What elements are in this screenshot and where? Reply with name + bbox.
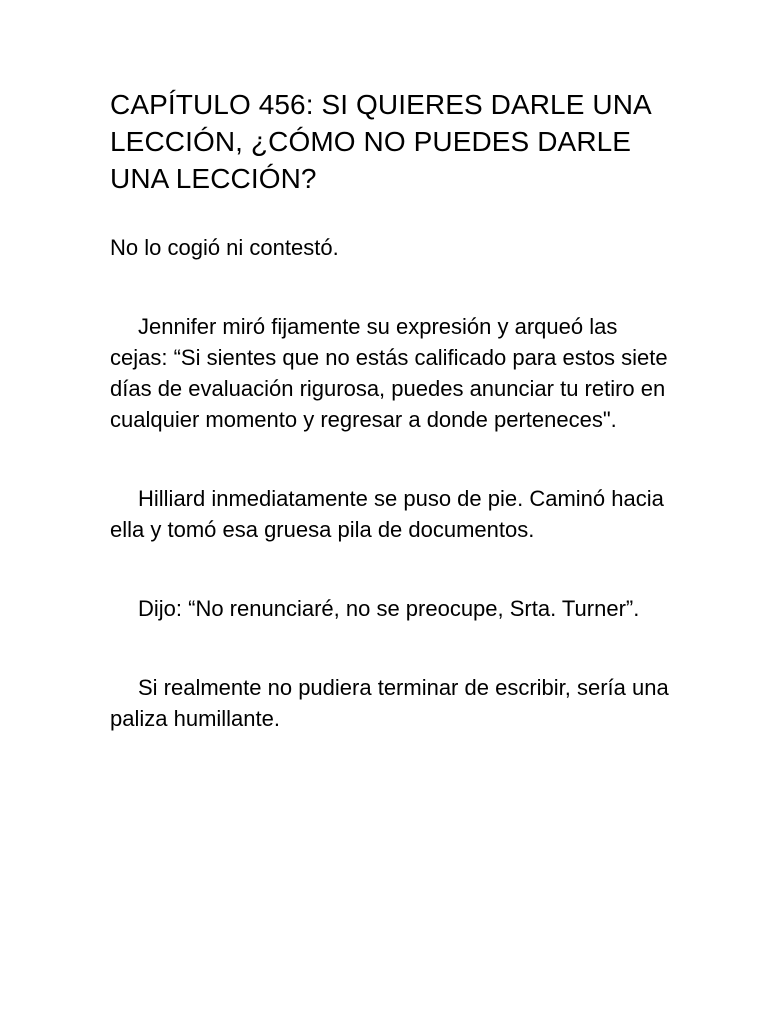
paragraph: No lo cogió ni contestó. xyxy=(110,235,339,260)
paragraph: Si realmente no pudiera terminar de escribir, sería una paliza humillante. xyxy=(110,675,669,731)
paragraph: Dijo: “No renunciaré, no se preocupe, Srta. Turner”. xyxy=(138,596,640,621)
chapter-title: CAPÍTULO 456: SI QUIERES DARLE UNA LECCIÓN, ¿CÓMO NO PUEDES DARLE UNA LECCIÓN? xyxy=(110,89,651,194)
paragraph: Hilliard inmediatamente se puso de pie. Caminó hacia ella y tomó esa gruesa pila de documentos. xyxy=(110,486,664,542)
document-page xyxy=(110,86,670,782)
paragraph: Jennifer miró fijamente su expresión y arqueó las cejas: “Si sientes que no estás calificado para estos siete días de evaluación rigurosa, puedes anunciar tu retiro en cualquier momento y regresar a donde perteneces". xyxy=(110,314,668,432)
